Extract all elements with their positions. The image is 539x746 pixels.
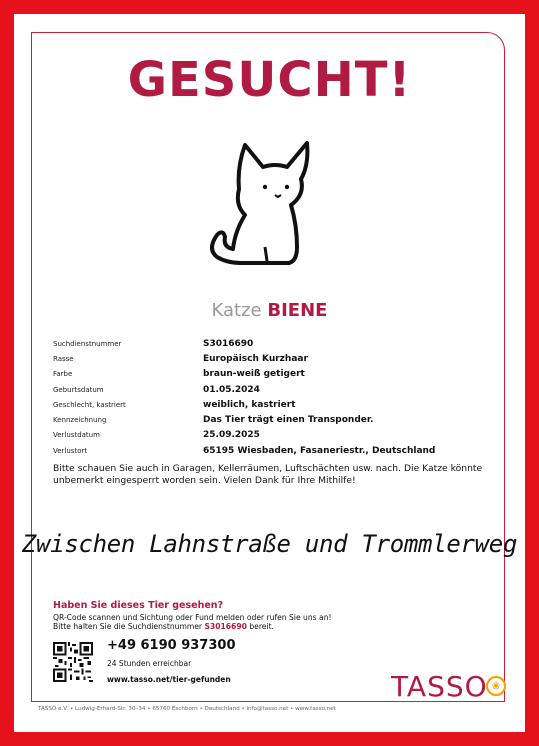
fact-label: Kennzeichnung (53, 416, 107, 425)
found-url-link[interactable]: www.tasso.net/tier-gefunden (107, 675, 231, 684)
cat-silhouette-icon (205, 135, 335, 270)
fact-value: Das Tier trägt einen Transponder. (203, 415, 374, 426)
handwritten-location-note: Zwischen Lahnstraße und Trommlerweg (21, 530, 518, 558)
animal-species: Katze (211, 300, 262, 321)
fact-label: Geschlecht, kastriert (53, 400, 126, 409)
cta-line-2 (53, 622, 274, 631)
fact-value: Europäisch Kurzhaar (203, 353, 308, 364)
cta-line-2-suffix: bereit. (246, 622, 274, 631)
fact-row (53, 412, 493, 427)
headline: GESUCHT! (127, 52, 412, 108)
fact-row (53, 428, 493, 443)
cta-line-2-prefix: Bitte halten Sie die Suchdienstnummer (53, 622, 205, 631)
fact-label: Geburtsdatum (53, 385, 104, 394)
fact-label: Verlustdatum (53, 431, 100, 440)
fact-value: 25.09.2025 (203, 430, 260, 441)
search-note: Bitte schauen Sie auch in Garagen, Kellerräumen, Luftschächten usw. nach. Die Katze könnte unbemerkt eingesperrt worden sein. Vielen Dank für Ihre Mithilfe! (53, 463, 483, 486)
fact-row (53, 397, 493, 412)
fact-row (53, 367, 493, 382)
fact-label: Suchdienstnummer (53, 339, 122, 348)
fact-row (53, 336, 493, 351)
fact-row (53, 351, 493, 366)
cta-title: Haben Sie dieses Tier gesehen? (53, 600, 224, 611)
fact-value: 65195 Wiesbaden, Fasaneriestr., Deutschland (203, 445, 436, 456)
tasso-logo: TASSO (391, 670, 488, 703)
cta-line-1: QR-Code scannen und Sichtung oder Fund melden oder rufen Sie uns an! (53, 613, 332, 622)
fact-value: S3016690 (203, 338, 254, 349)
animal-name: BIENE (267, 300, 328, 321)
fact-row (53, 382, 493, 397)
fact-label: Rasse (53, 354, 74, 363)
footer-address: TASSO e.V. • Ludwig-Erhard-Str. 30–34 • 65760 Eschborn • Deutschland • info@tasso.net • www.tasso.net (38, 706, 336, 712)
paw-icon: ❀ (486, 676, 506, 696)
fact-label: Verlustort (53, 446, 88, 455)
cta-search-code: S3016690 (204, 622, 247, 631)
facts-table (53, 336, 493, 458)
phone-number[interactable]: +49 6190 937300 (107, 638, 236, 653)
fact-value: weiblich, kastriert (203, 399, 296, 410)
availability-text: 24 Stunden erreichbar (107, 659, 192, 668)
fact-value: braun-weiß getigert (203, 369, 305, 380)
animal-title (0, 300, 539, 321)
fact-label: Farbe (53, 370, 73, 379)
fact-row (53, 443, 493, 458)
qr-code-icon[interactable] (53, 642, 93, 682)
fact-value: 01.05.2024 (203, 384, 260, 395)
